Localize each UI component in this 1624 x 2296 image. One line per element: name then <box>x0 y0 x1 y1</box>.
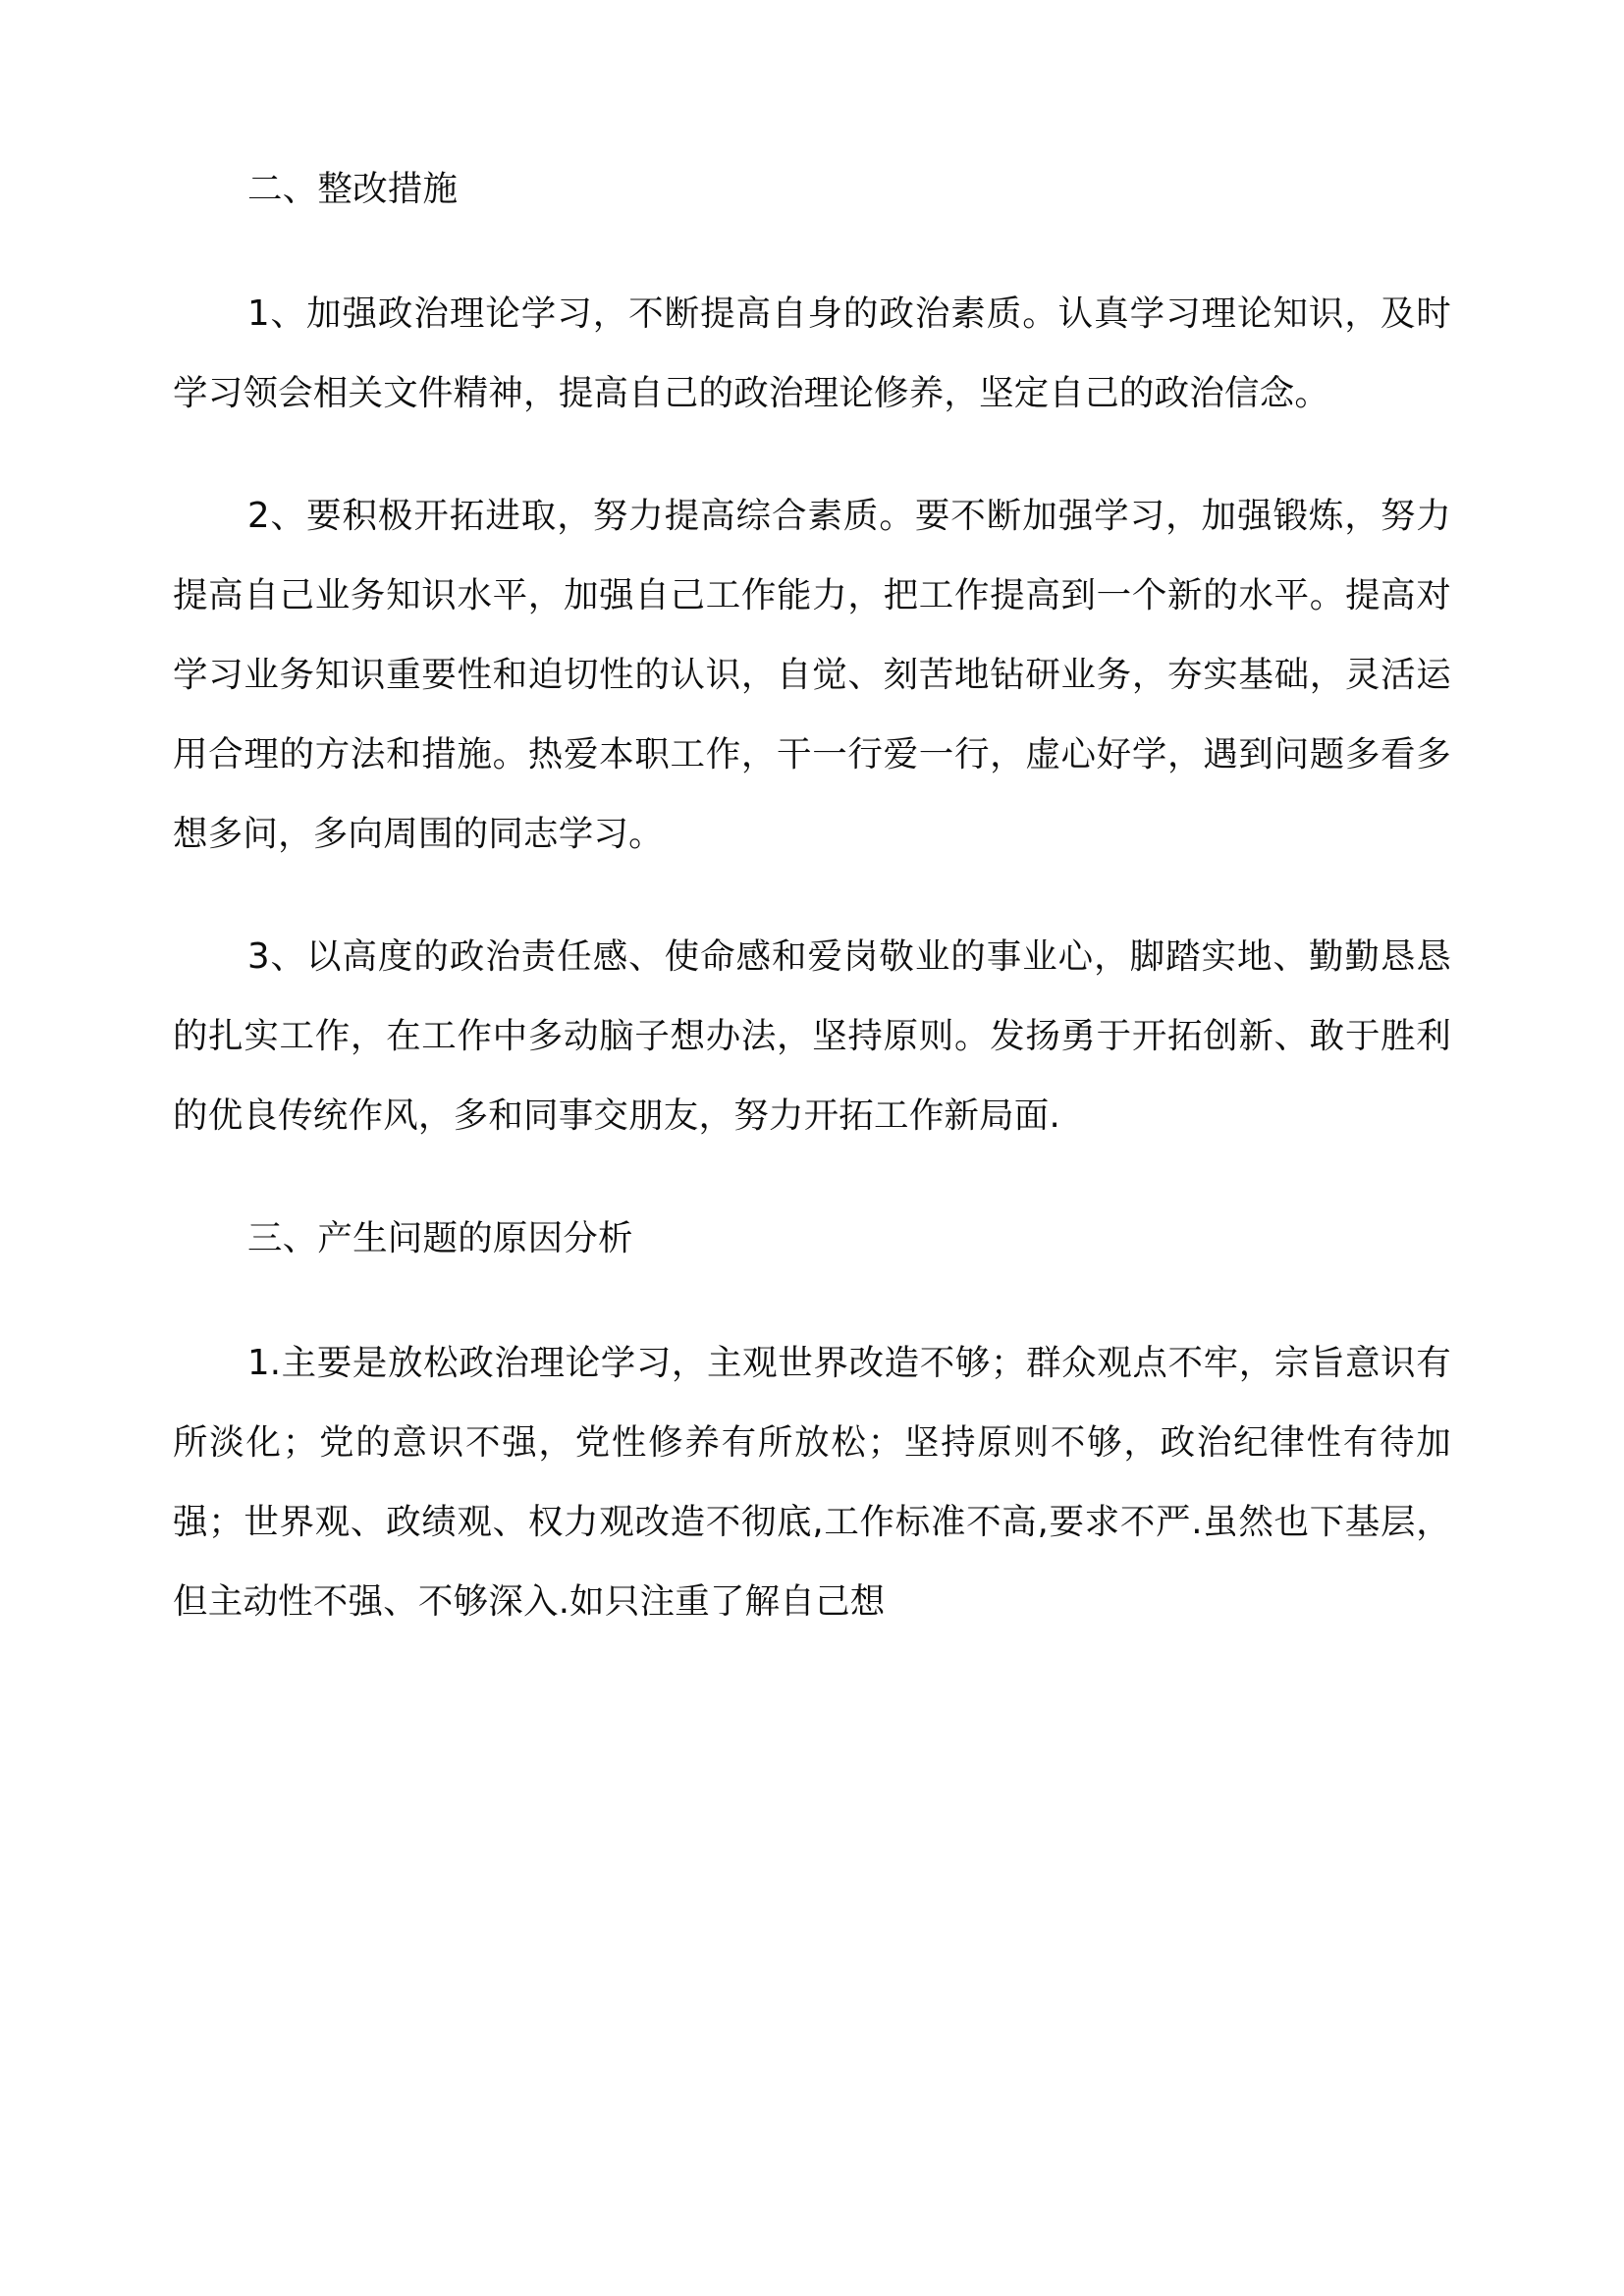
document-body <box>173 149 1451 1641</box>
measure-item-1: 1、加强政治理论学习，不断提高自身的政治素质。认真学习理论知识，及时学习领会相关文件精神，提高自己的政治理论修养，坚定自己的政治信念。 <box>173 294 1451 413</box>
measure-item-2: 2、要积极开拓进取，努力提高综合素质。要不断加强学习，加强锻炼，努力提高自己业务知识水平，加强自己工作能力，把工作提高到一个新的水平。提高对学习业务知识重要性和迫切性的认识，自觉、刻苦地钻研业务，夯实基础，灵活运用合理的方法和措施。热爱本职工作，干一行爱一行，虚心好学，遇到问题多看多想多问，多向周围的同志学习。 <box>173 496 1451 854</box>
measure-item-3: 3、以高度的政治责任感、使命感和爱岗敬业的事业心，脚踏实地、勤勤恳恳的扎实工作，在工作中多动脑子想办法，坚持原则。发扬勇于开拓创新、敢于胜利的优良传统作风，多和同事交朋友，努力开拓工作新局面. <box>173 936 1451 1136</box>
cause-item-1: 1.主要是放松政治理论学习，主观世界改造不够；群众观点不牢，宗旨意识有所淡化；党的意识不强，党性修养有所放松；坚持原则不够，政治纪律性有待加强；世界观、政绩观、权力观改造不彻底,工作标准不高,要求不严.虽然也下基层，但主动性不强、不够深入.如只注重了解自己想 <box>173 1343 1451 1622</box>
section-heading-three: 三、产生问题的原因分析 <box>247 1218 633 1258</box>
section-heading-two: 二、整改措施 <box>247 169 459 209</box>
